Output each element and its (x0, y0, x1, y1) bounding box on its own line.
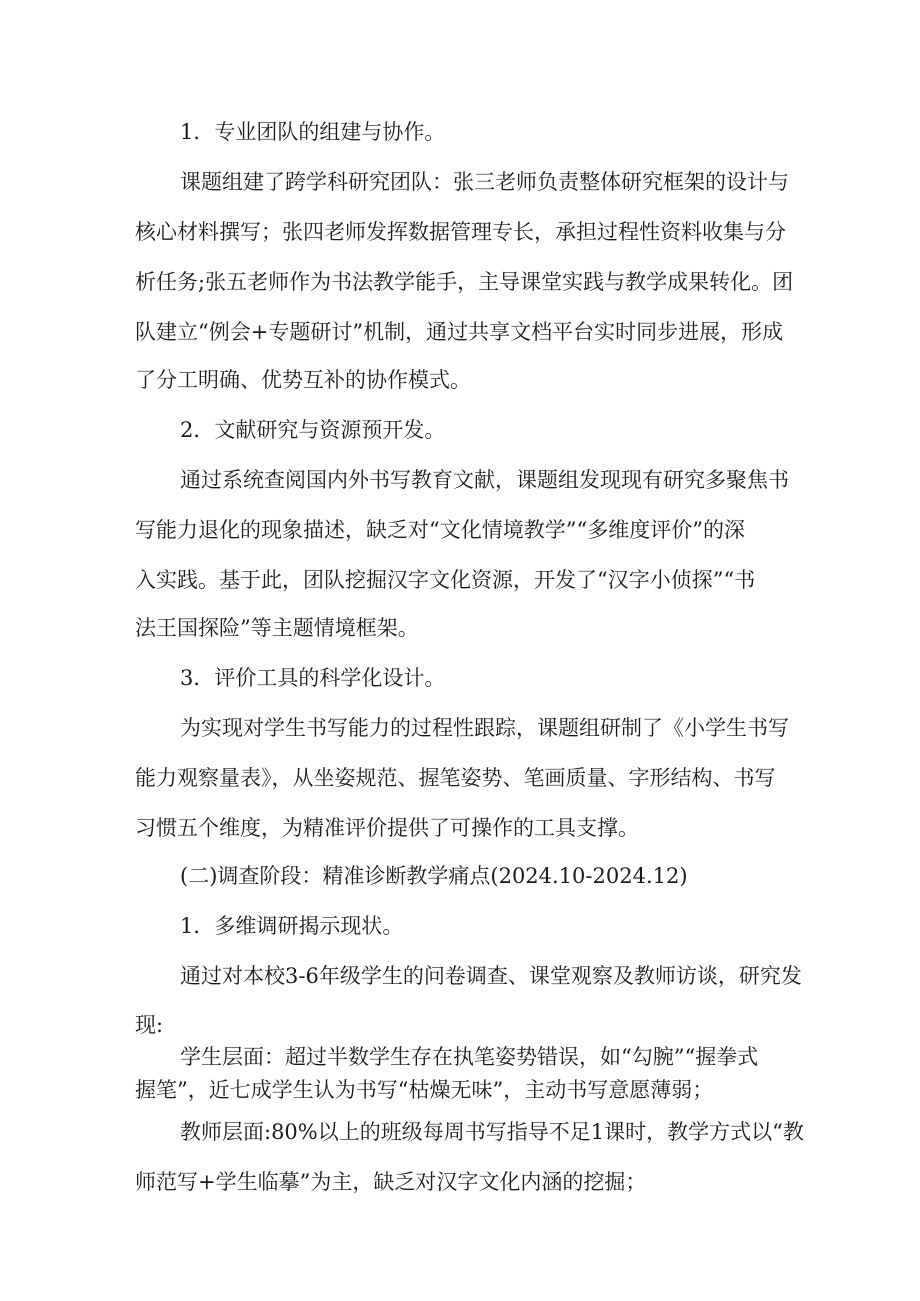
paragraph-line: 入实践。基于此，团队挖掘汉字文化资源，开发了“汉字小侦探”“书 (135, 568, 756, 592)
section-heading-1: 1．专业团队的组建与协作。 (180, 120, 446, 144)
paragraph-line: 师范写+学生临摹”为主，缺乏对汉字文化内涵的挖掘； (135, 1170, 647, 1194)
paragraph-line: 现: (135, 1013, 164, 1037)
section-heading-3: 3．评价工具的科学化设计。 (180, 666, 446, 690)
paragraph-line: 通过系统查阅国内外书写教育文献，课题组发现现有研究多聚焦书 (180, 468, 789, 492)
paragraph-line: 核心材料撰写；张四老师发挥数据管理专长，承担过程性资料收集与分 (135, 220, 786, 244)
paragraph-line: 析任务;张五老师作为书法教学能手，主导课堂实践与教学成果转化。团 (135, 270, 794, 294)
paragraph-line: 为实现对学生书写能力的过程性跟踪，课题组研制了《小学生书写 (180, 716, 789, 740)
paragraph-line: 了分工明确、优势互补的协作模式。 (135, 368, 471, 392)
paragraph-line: 课题组建了跨学科研究团队：张三老师负责整体研究框架的设计与 (180, 170, 789, 194)
stage-heading: (二)调查阶段：精准诊断教学痛点(2024.10-2024.12) (180, 864, 688, 888)
paragraph-line: 法王国探险”等主题情境框架。 (135, 616, 419, 640)
paragraph-line: 队建立“例会+专题研讨”机制，通过共享文档平台实时同步进展，形成 (135, 320, 784, 344)
paragraph-line: 握笔”，近七成学生认为书写“枯燥无味”，主动书写意愿薄弱； (135, 1078, 714, 1102)
paragraph-line: 教师层面:80%以上的班级每周书写指导不足1课时，教学方式以“教 (180, 1120, 804, 1144)
section-heading-2: 2．文献研究与资源预开发。 (180, 418, 446, 442)
section-heading-4: 1．多维调研揭示现状。 (180, 914, 404, 938)
paragraph-line: 能力观察量表》，从坐姿规范、握笔姿势、笔画质量、字形结构、书写 (135, 766, 776, 790)
paragraph-line: 习惯五个维度，为精准评价提供了可操作的工具支撑。 (135, 816, 639, 840)
paragraph-line: 学生层面：超过半数学生存在执笔姿势错误，如“勾腕”“握拳式 (180, 1045, 759, 1069)
paragraph-line: 通过对本校3-6年级学生的问卷调查、课堂观察及教师访谈，研究发 (180, 964, 802, 988)
paragraph-line: 写能力退化的现象描述，缺乏对“文化情境教学”“多维度评价”的深 (135, 518, 745, 542)
